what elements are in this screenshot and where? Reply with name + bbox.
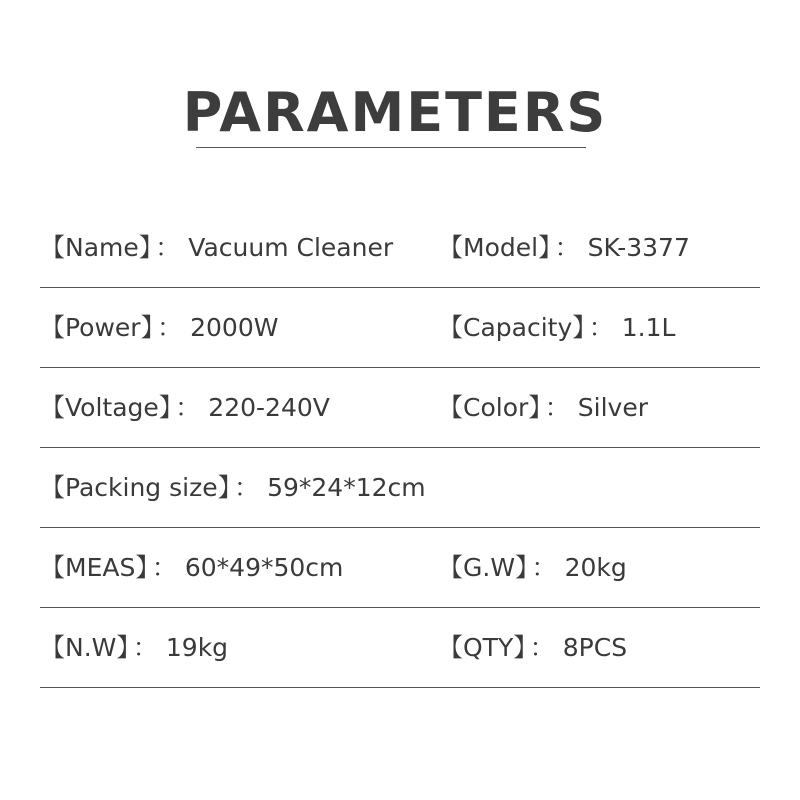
param-label: 【Power】 xyxy=(40,313,154,342)
param-separator: ： xyxy=(157,313,183,342)
param-value: 19kg xyxy=(165,633,229,662)
param-separator: ： xyxy=(588,313,614,342)
title-underline xyxy=(196,147,586,148)
param-label: 【Model】 xyxy=(438,233,551,262)
parameters-table xyxy=(40,208,760,688)
table-row xyxy=(40,288,760,368)
param-value: 60*49*50cm xyxy=(184,553,344,582)
param-separator: ： xyxy=(531,553,557,582)
table-row xyxy=(40,528,760,608)
param-label: 【Name】 xyxy=(40,233,152,262)
param-model xyxy=(438,232,690,264)
table-row xyxy=(40,368,760,448)
param-value: 220-240V xyxy=(208,393,330,422)
param-value: 1.1L xyxy=(621,313,676,342)
param-capacity xyxy=(438,312,675,344)
param-label: 【QTY】 xyxy=(438,633,526,662)
param-label: 【G.W】 xyxy=(438,553,528,582)
param-value: 20kg xyxy=(564,553,627,582)
param-separator: ： xyxy=(151,553,177,582)
param-separator: ： xyxy=(234,473,260,502)
page-title: PARAMETERS xyxy=(182,81,608,144)
param-label: 【Packing size】 xyxy=(40,473,231,502)
param-separator: ： xyxy=(175,393,201,422)
table-row xyxy=(40,608,760,688)
param-value: 2000W xyxy=(190,313,279,342)
param-separator: ： xyxy=(132,633,158,662)
param-separator: ： xyxy=(554,233,580,262)
param-name xyxy=(40,232,393,264)
param-net-weight xyxy=(40,632,228,664)
param-power xyxy=(40,312,278,344)
param-value: Silver xyxy=(577,393,649,422)
param-gross-weight xyxy=(438,552,627,584)
param-label: 【Capacity】 xyxy=(438,313,585,342)
param-label: 【MEAS】 xyxy=(40,553,148,582)
table-row xyxy=(40,208,760,288)
param-separator: ： xyxy=(529,633,555,662)
param-packing-size xyxy=(40,472,426,504)
table-row xyxy=(40,448,760,528)
param-label: 【N.W】 xyxy=(40,633,129,662)
param-value: SK-3377 xyxy=(587,233,690,262)
param-separator: ： xyxy=(155,233,181,262)
param-color xyxy=(438,392,648,424)
param-quantity xyxy=(438,632,627,664)
param-meas xyxy=(40,552,343,584)
param-value: 8PCS xyxy=(562,633,628,662)
param-label: 【Voltage】 xyxy=(40,393,172,422)
param-label: 【Color】 xyxy=(438,393,541,422)
param-value: 59*24*12cm xyxy=(267,473,426,502)
param-value: Vacuum Cleaner xyxy=(188,233,394,262)
param-separator: ： xyxy=(544,393,570,422)
param-voltage xyxy=(40,392,330,424)
